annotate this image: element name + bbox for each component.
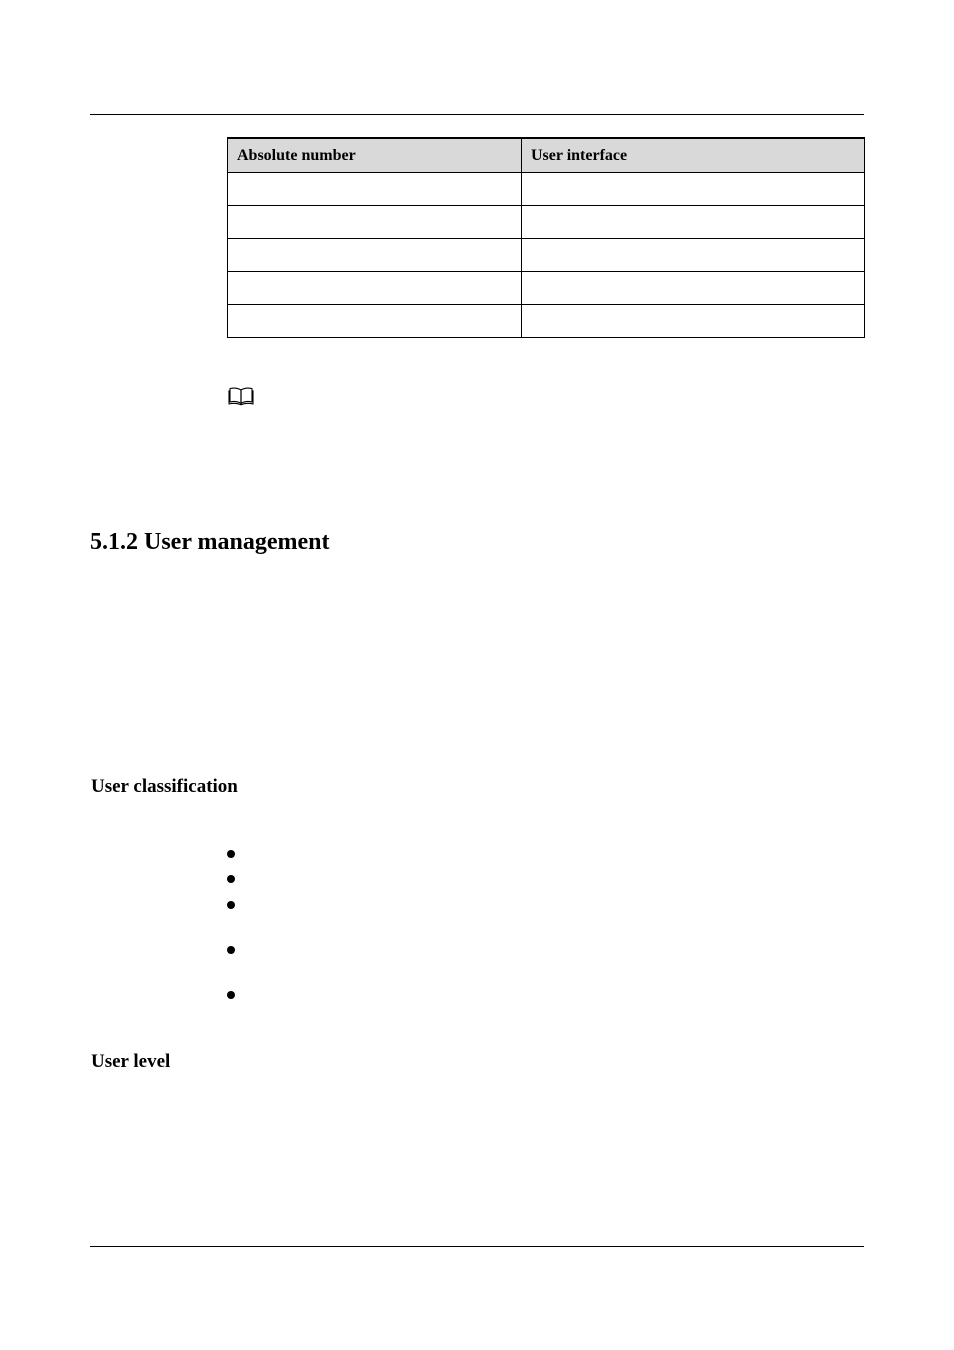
user-interface-table xyxy=(227,137,865,338)
table-cell xyxy=(228,305,522,338)
table-row xyxy=(228,239,865,272)
table-cell xyxy=(522,239,865,272)
subsection-title-user-classification: User classification xyxy=(91,776,238,797)
bullet-icon xyxy=(227,991,235,999)
bullet-icon xyxy=(227,901,235,909)
table-cell xyxy=(522,173,865,206)
column-header-absolute-number: Absolute number xyxy=(228,138,522,173)
column-header-user-interface: User interface xyxy=(522,138,865,173)
table-cell xyxy=(522,272,865,305)
table-cell xyxy=(522,305,865,338)
table-header-row xyxy=(228,138,865,173)
table-cell xyxy=(228,206,522,239)
bullet-icon xyxy=(227,850,235,858)
table-row xyxy=(228,206,865,239)
book-icon xyxy=(228,386,254,406)
table-row xyxy=(228,305,865,338)
subsection-title-user-level: User level xyxy=(91,1051,171,1072)
bullet-icon xyxy=(227,875,235,883)
section-title: 5.1.2 User management xyxy=(90,529,330,555)
bullet-icon xyxy=(227,946,235,954)
table-cell xyxy=(228,272,522,305)
table-cell xyxy=(228,239,522,272)
header-rule xyxy=(90,114,864,115)
table-row xyxy=(228,173,865,206)
footer-rule xyxy=(90,1246,864,1247)
table-cell xyxy=(228,173,522,206)
table-cell xyxy=(522,206,865,239)
table-row xyxy=(228,272,865,305)
